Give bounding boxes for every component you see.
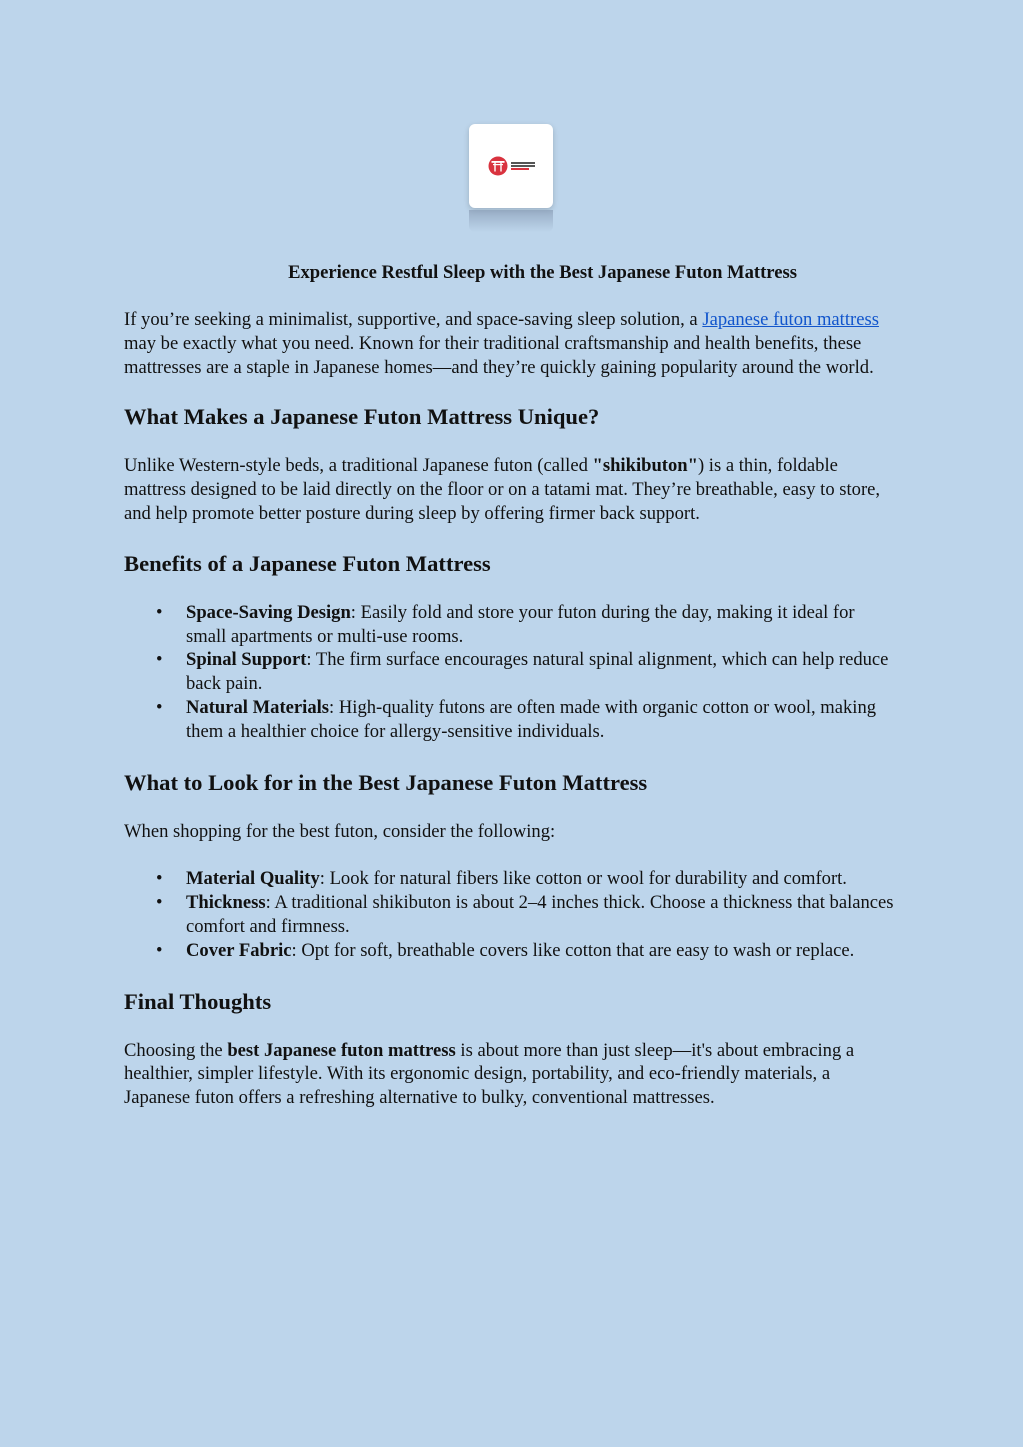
unique-text-after: ) is a thin, foldable mattress designed to be laid directly on the floor or on a tatami mat. They’re breathable, easy to store, and help promote better posture during sleep by offering firmer back support. xyxy=(124,455,881,524)
list-item-text: : A traditional shikibuton is about 2–4 inches thick. Choose a thickness that balances comfort and firmness. xyxy=(186,892,894,937)
list-item-cover-fabric xyxy=(156,939,899,963)
bullet-icon: • xyxy=(156,649,163,671)
list-item-thickness xyxy=(156,891,899,939)
bullet-icon: • xyxy=(156,696,163,718)
list-item-text: : Opt for soft, breathable covers like cotton that are easy to wash or replace. xyxy=(291,939,855,961)
unique-text-before: Unlike Western-style beds, a traditional Japanese futon (called xyxy=(124,455,593,477)
logo-reflection xyxy=(469,210,553,232)
intro-text-before: If you’re seeking a minimalist, supportive, and space-saving sleep solution, a xyxy=(124,309,703,330)
list-item-term: Material Quality xyxy=(186,868,320,890)
bullet-icon: • xyxy=(156,939,163,961)
torii-gate-logo xyxy=(488,156,535,176)
look-for-list xyxy=(124,867,899,962)
heading-look-for: What to Look for in the Best Japanese Futon Mattress xyxy=(124,769,648,795)
list-item-term: Natural Materials xyxy=(186,696,330,718)
list-item-text: : Easily fold and store your futon during the day, making it ideal for small apartments or multi-use rooms. xyxy=(186,601,855,647)
list-item-natural-materials xyxy=(156,696,899,744)
list-item-text: : The firm surface encourages natural spinal alignment, which can help reduce back pain. xyxy=(186,649,889,695)
benefits-list xyxy=(124,601,899,744)
list-item-term: Space-Saving Design xyxy=(186,601,351,623)
list-item-text: : High-quality futons are often made with organic cotton or wool, making them a healthier choice for allergy-sensitive individuals. xyxy=(186,696,877,742)
final-text-after: is about more than just sleep—it's about embracing a healthier, simpler lifestyle. With its ergonomic design, portability, and eco-friendly materials, a Japanese futon offers a refreshing alternative to bulky, conventional mattresses. xyxy=(124,1039,855,1109)
bullet-icon: • xyxy=(156,601,163,623)
torii-gate-icon xyxy=(488,156,508,176)
list-item-text: : Look for natural fibers like cotton or wool for durability and comfort. xyxy=(319,868,847,890)
japanese-futon-mattress-link[interactable]: Japanese futon mattress xyxy=(702,309,879,330)
final-text-before: Choosing the xyxy=(124,1039,228,1061)
page-title: Experience Restful Sleep with the Best Japanese Futon Mattress xyxy=(288,262,797,283)
list-item-term: Spinal Support xyxy=(186,649,307,671)
list-item-space-saving xyxy=(156,601,899,649)
list-item-spinal-support xyxy=(156,648,899,696)
heading-unique: What Makes a Japanese Futon Mattress Unique? xyxy=(124,404,600,430)
final-paragraph xyxy=(124,1039,899,1110)
heading-final-thoughts: Final Thoughts xyxy=(124,988,272,1014)
look-for-intro: When shopping for the best futon, consider the following: xyxy=(124,820,556,842)
list-item-term: Cover Fabric xyxy=(186,939,292,961)
heading-benefits: Benefits of a Japanese Futon Mattress xyxy=(124,550,491,576)
logo-container xyxy=(469,124,553,232)
list-item-material-quality xyxy=(156,867,899,891)
bullet-icon: • xyxy=(156,868,163,890)
shikibuton-term: "shikibuton" xyxy=(592,455,698,477)
logo-wordmark xyxy=(511,162,535,170)
article-body xyxy=(124,308,899,1134)
intro-paragraph xyxy=(124,308,899,379)
unique-paragraph xyxy=(124,454,899,525)
logo-card xyxy=(469,124,553,208)
bullet-icon: • xyxy=(156,892,163,914)
list-item-term: Thickness xyxy=(186,892,266,914)
final-bold-phrase: best Japanese futon mattress xyxy=(227,1039,456,1061)
intro-text-after: may be exactly what you need. Known for their traditional craftsmanship and health benefits, these mattresses are a staple in Japanese homes—and they’re quickly gaining popularity around the world. xyxy=(124,332,874,378)
